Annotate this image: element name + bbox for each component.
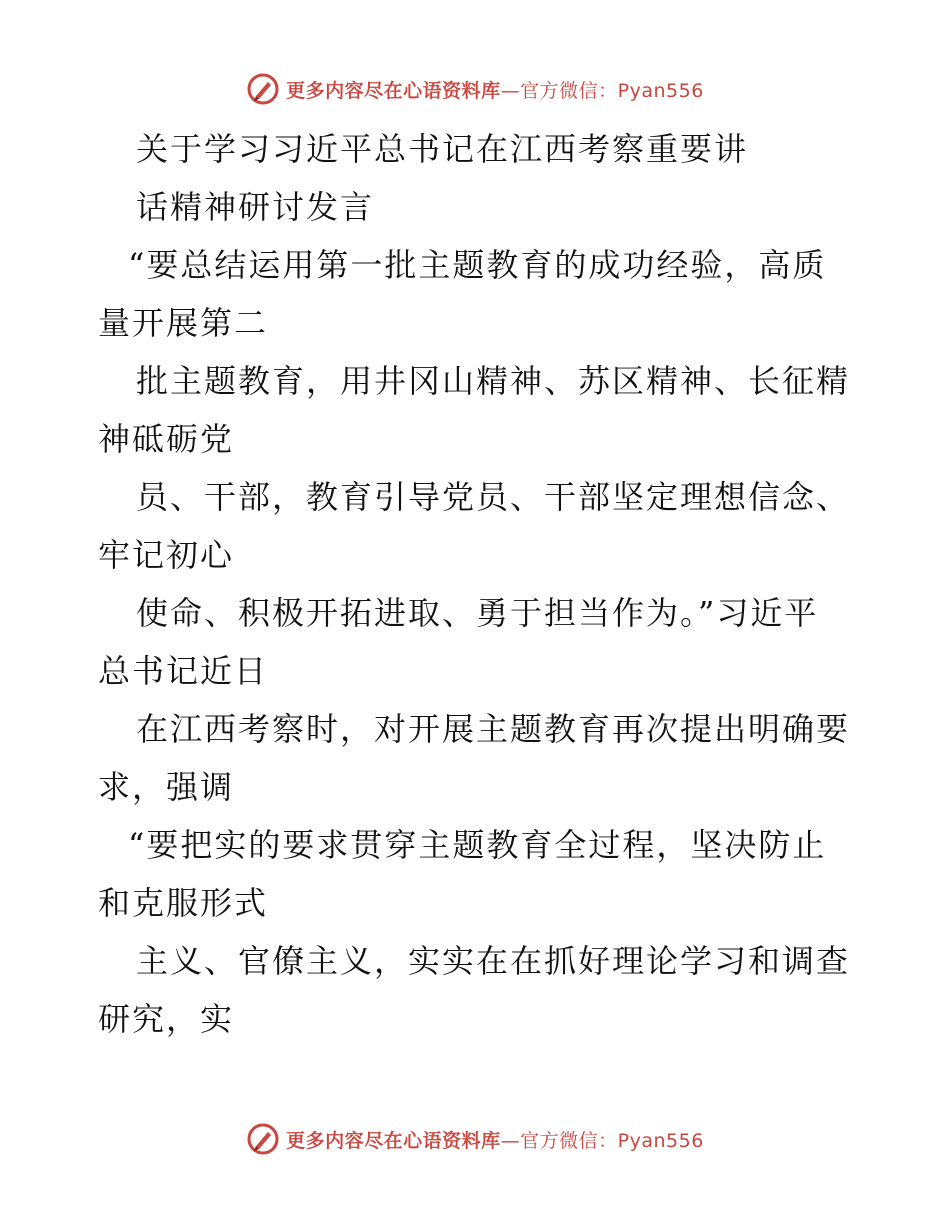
document-body: [98, 120, 858, 1048]
text-line: 批主题教育，用井冈山精神、苏区精神、长征精: [136, 362, 851, 400]
title-line-1: 关于学习习近平总书记在江西考察重要讲: [136, 130, 749, 168]
text-line: 使命、积极开拓进取、勇于担当作为。”习近平: [136, 594, 819, 632]
text-line: “要总结运用第一批主题教育的成功经验，高质: [128, 246, 827, 284]
text-line: 牢记初心: [98, 536, 235, 574]
text-line: 在江西考察时，对开展主题教育再次提出明确要: [136, 710, 851, 748]
watermark-text: 更多内容尽在心语资料库—官方微信：Pyan556: [286, 79, 704, 102]
text-line: 员、干部，教育引导党员、干部坚定理想信念、: [136, 478, 851, 516]
text-line: 神砥砺党: [98, 420, 235, 458]
text-line: 量开展第二: [98, 304, 269, 342]
pen-logo-icon: [246, 1122, 280, 1156]
text-line: 和克服形式: [98, 884, 269, 922]
watermark-text: 更多内容尽在心语资料库—官方微信：Pyan556: [286, 1129, 704, 1152]
text-line: 研究，实: [98, 1000, 235, 1038]
footer-watermark: [0, 1122, 950, 1156]
header-watermark: [0, 72, 950, 106]
text-line: 求，强调: [98, 768, 235, 806]
pen-logo-icon: [246, 72, 280, 106]
title-line-2: 话精神研讨发言: [136, 188, 375, 226]
text-line: 总书记近日: [98, 652, 269, 690]
text-line: 主义、官僚主义，实实在在抓好理论学习和调查: [136, 942, 851, 980]
text-line: “要把实的要求贯穿主题教育全过程，坚决防止: [128, 826, 827, 864]
